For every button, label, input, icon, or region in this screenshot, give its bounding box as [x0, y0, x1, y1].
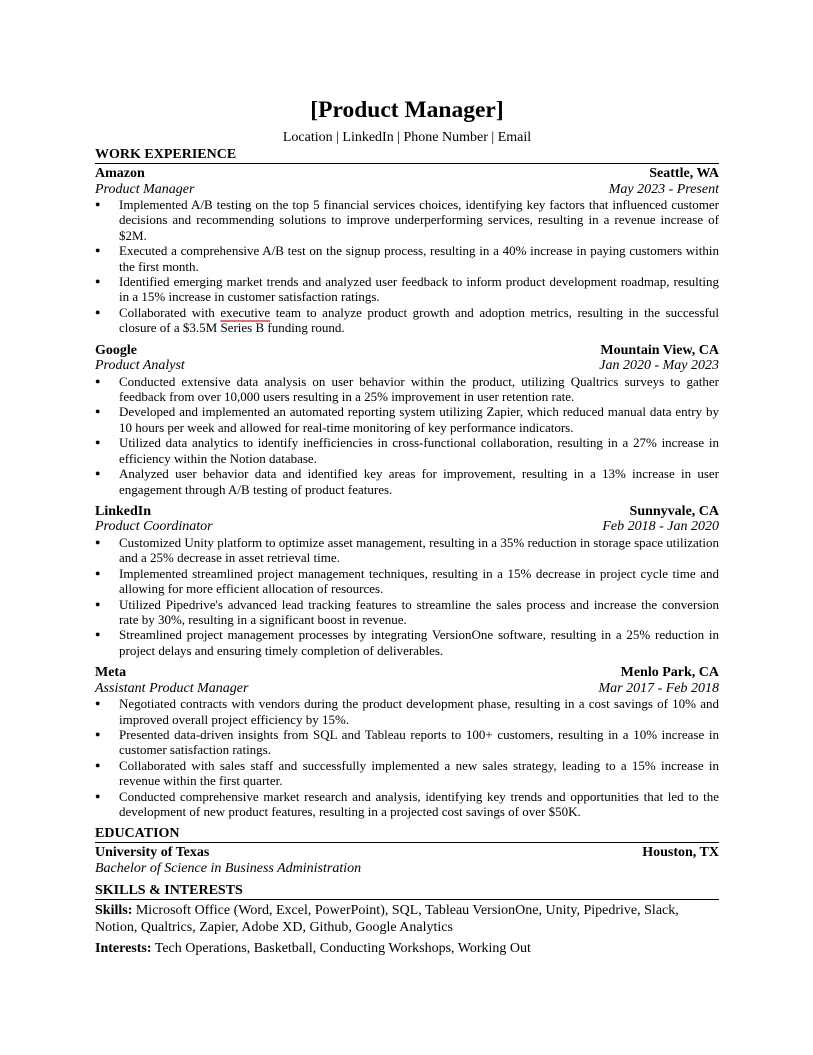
bullet-item: ● Developed and implemented an automated reporting system utilizing Zapier, which reduced manual data entry by 10 hours per week and allowed for real-time monitoring of key performance indicators. — [95, 404, 719, 435]
bullet-item: ● Utilized Pipedrive's advanced lead tracking features to streamline the sales process and increase the conversion rate by 30%, resulting in a significant boost in revenue. — [95, 597, 719, 628]
job-location: Mountain View, CA — [600, 342, 719, 358]
job-location: Seattle, WA — [649, 166, 719, 181]
job-location: Menlo Park, CA — [620, 665, 719, 681]
bullet-item: ● Collaborated with sales staff and successfully implemented a new sales strategy, leading to a 15% increase in revenue within the first quarter. — [95, 758, 719, 789]
company-name: Google — [95, 342, 137, 358]
skills-line — [95, 902, 719, 936]
school-location: Houston, TX — [642, 845, 719, 861]
job-bullets — [95, 696, 719, 819]
bullet-item: ● Collaborated with executive team to analyze product growth and adoption metrics, resulting in the successful closure of a $3.5M Series B funding round. — [95, 305, 719, 336]
bullet-item: ● Conducted comprehensive market research and analysis, identifying key trends and opportunities that led to the development of new product features, resulting in a projected cost savings of over $50K. — [95, 789, 719, 820]
resume-page — [95, 96, 719, 957]
job-bullets — [95, 374, 719, 497]
job-role: Product Analyst — [95, 358, 185, 374]
job-entry-linkedin — [95, 504, 719, 658]
bullet-item: ● Analyzed user behavior data and identified key areas for improvement, resulting in a 13% increase in user engagement through A/B testing of product features. — [95, 466, 719, 497]
bullet-item: ● Identified emerging market trends and analyzed user feedback to inform product development roadmap, resulting in a 15% increase in customer satisfaction ratings. — [95, 274, 719, 305]
company-name: Meta — [95, 665, 127, 681]
school-name: University of Texas — [95, 845, 210, 861]
bullet-item: ● Implemented streamlined project management techniques, resulting in a 15% decrease in project cycle time and allowing for more efficient allocation of resources. — [95, 566, 719, 597]
company-name: Amazon — [95, 166, 145, 181]
company-name: LinkedIn — [95, 503, 152, 519]
bullet-item: ● Conducted extensive data analysis on user behavior within the product, utilizing Qualtrics surveys to gather feedback from over 10,000 users resulting in a 25% improvement in user retention rate. — [95, 374, 719, 405]
section-heading-education: EDUCATION — [95, 826, 719, 843]
job-role: Product Coordinator — [95, 519, 213, 535]
bullet-item: ● Presented data-driven insights from SQL and Tableau reports to 100+ customers, resulting in a 10% increase in customer satisfaction ratings. — [95, 727, 719, 758]
bullet-item: ● Customized Unity platform to optimize asset management, resulting in a 35% reduction in storage space utilization and a 25% decrease in asset retrieval time. — [95, 535, 719, 566]
job-bullets — [95, 535, 719, 658]
job-role: Assistant Product Manager — [95, 680, 249, 696]
job-role: Product Manager — [95, 181, 195, 197]
degree: Bachelor of Science in Business Administration — [95, 860, 362, 876]
job-dates: May 2023 - Present — [608, 181, 719, 197]
resume-title: [Product Manager] — [310, 97, 504, 123]
skills-value: Microsoft Office (Word, Excel, PowerPoint), SQL, Tableau VersionOne, Unity, Pipedrive, Slack, Notion, Qualtrics, Zapier, Adobe XD, Github, Google Analytics — [95, 903, 679, 936]
job-entry-amazon — [95, 166, 719, 336]
section-heading-work-experience: WORK EXPERIENCE — [95, 147, 719, 164]
bullet-item: ● Executed a comprehensive A/B test on the signup process, resulting in a 40% increase in paying customers within the first month. — [95, 243, 719, 274]
job-dates: Mar 2017 - Feb 2018 — [598, 680, 719, 696]
bullet-item: ● Utilized data analytics to identify inefficiencies in cross-functional collaboration, resulting in a 27% increase in efficiency within the Notion database. — [95, 435, 719, 466]
job-dates: Jan 2020 - May 2023 — [599, 358, 719, 374]
spellcheck-underline[interactable]: executive — [220, 304, 271, 320]
bullet-item: ● Streamlined project management processes by integrating VersionOne software, resulting in a 25% reduction in project delays and ensuring timely completion of deliverables. — [95, 627, 719, 658]
bullet-item: ● Negotiated contracts with vendors during the product development phase, resulting in a cost savings of 10% and improved overall project efficiency by 15%. — [95, 696, 719, 727]
contact-line: Location | LinkedIn | Phone Number | Email — [282, 130, 532, 145]
job-dates: Feb 2018 - Jan 2020 — [602, 519, 719, 535]
skills-label: Skills: — [95, 903, 133, 919]
interests-line — [95, 940, 719, 957]
job-location: Sunnyvale, CA — [629, 503, 719, 519]
interests-label: Interests: — [95, 941, 152, 957]
education-entry — [95, 845, 719, 876]
job-entry-meta — [95, 665, 719, 819]
job-bullets — [95, 197, 719, 336]
section-heading-skills-interests: SKILLS & INTERESTS — [95, 883, 719, 900]
job-entry-google — [95, 343, 719, 497]
bullet-item: ● Implemented A/B testing on the top 5 financial services choices, identifying key factors that influenced customer decisions and recommending solutions to improve underperforming services, resulting in a revenue increase of $2M. — [95, 197, 719, 243]
interests-value: Tech Operations, Basketball, Conducting Workshops, Working Out — [154, 941, 531, 957]
